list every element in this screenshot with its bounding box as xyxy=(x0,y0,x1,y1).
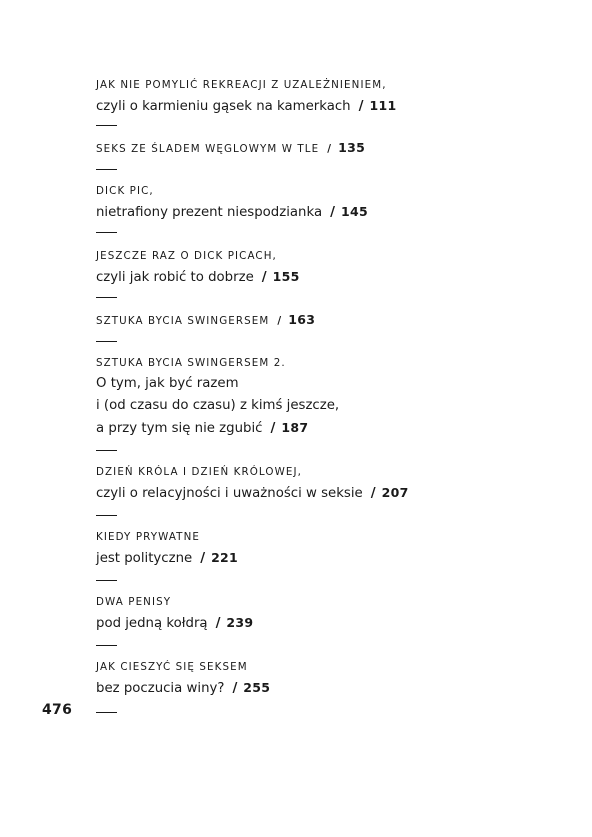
entry-subtitle-text: czyli o karmieniu gąsek na kamerkach xyxy=(96,99,351,114)
entry-subtitle xyxy=(96,482,566,505)
entry-heading xyxy=(96,462,566,482)
toc-entry[interactable] xyxy=(96,246,566,289)
entry-heading xyxy=(96,527,566,547)
entry-subtitle xyxy=(96,395,566,417)
toc-entry[interactable] xyxy=(96,592,566,635)
entry-subtitle xyxy=(96,417,566,440)
entry-subtitle-text: czyli jak robić to dobrze xyxy=(96,270,254,285)
page-number: 255 xyxy=(243,680,271,695)
entry-divider xyxy=(96,580,117,581)
page-number: 207 xyxy=(381,485,409,500)
entry-subtitle xyxy=(96,201,566,224)
entry-subtitle-text: a przy tym się nie zgubić xyxy=(96,421,263,436)
entry-divider xyxy=(96,712,117,713)
page-separator: / xyxy=(270,421,276,436)
entry-heading-text: SEKS ZE ŚLADEM WĘGLOWYM W TLE xyxy=(96,143,320,155)
page-number: 163 xyxy=(288,312,316,327)
entry-subtitle-text: czyli o relacyjności i uważności w seksie xyxy=(96,486,363,501)
toc-entry[interactable] xyxy=(96,181,566,224)
toc-entry[interactable] xyxy=(96,353,566,440)
toc-entry[interactable] xyxy=(96,527,566,570)
entry-heading xyxy=(96,657,566,677)
page-number: 239 xyxy=(226,615,254,630)
entry-heading-text: DZIEŃ KRÓLA I DZIEŃ KRÓLOWEJ, xyxy=(96,466,302,478)
toc-entry[interactable] xyxy=(96,310,566,331)
entry-subtitle-text: nietrafiony prezent niespodzianka xyxy=(96,205,323,220)
entry-heading-text: SZTUKA BYCIA SWINGERSEM 2. xyxy=(96,357,286,369)
page-separator: / xyxy=(370,486,376,501)
toc-entry[interactable] xyxy=(96,75,566,118)
entry-heading-text: JAK CIESZYĆ SIĘ SEKSEM xyxy=(96,661,248,673)
page-number: 111 xyxy=(369,98,397,113)
entry-divider xyxy=(96,341,117,342)
entry-heading xyxy=(96,138,566,159)
entry-subtitle xyxy=(96,677,566,700)
page-separator: / xyxy=(261,270,267,285)
entry-heading-text: DICK PIC, xyxy=(96,185,154,197)
entry-subtitle xyxy=(96,266,566,289)
entry-heading xyxy=(96,75,566,95)
entry-heading xyxy=(96,592,566,612)
entry-divider xyxy=(96,125,117,126)
entry-divider xyxy=(96,232,117,233)
entry-heading xyxy=(96,181,566,201)
entry-divider xyxy=(96,450,117,451)
entry-subtitle xyxy=(96,95,566,118)
entry-subtitle-text: O tym, jak być razem xyxy=(96,376,239,391)
entry-heading-text: SZTUKA BYCIA SWINGERSEM xyxy=(96,315,270,327)
page-number: 155 xyxy=(272,269,300,284)
entry-heading-text: JESZCZE RAZ O DICK PICACH, xyxy=(96,250,277,262)
entry-divider xyxy=(96,169,117,170)
entry-heading-text: DWA PENISY xyxy=(96,596,172,608)
page-separator: / xyxy=(215,616,221,631)
entry-divider xyxy=(96,297,117,298)
page-separator: / xyxy=(330,205,335,220)
entry-heading xyxy=(96,246,566,266)
entry-subtitle-text: bez poczucia winy? xyxy=(96,681,225,696)
toc-entry[interactable] xyxy=(96,138,566,159)
page-folio: 476 xyxy=(42,702,73,718)
page-separator: / xyxy=(232,681,238,696)
entry-subtitle xyxy=(96,547,566,570)
entry-heading-text: KIEDY PRYWATNE xyxy=(96,531,200,543)
toc-entry[interactable] xyxy=(96,462,566,505)
page-separator: / xyxy=(358,99,364,114)
entry-subtitle-text: jest polityczne xyxy=(96,551,193,566)
page-separator: / xyxy=(200,551,206,566)
entry-subtitle xyxy=(96,612,566,635)
entry-heading xyxy=(96,310,566,331)
entry-heading-text: JAK NIE POMYLIĆ REKREACJI Z UZALEŻNIENIEM, xyxy=(96,79,387,91)
entry-divider xyxy=(96,645,117,646)
page-number: 187 xyxy=(281,420,309,435)
entry-subtitle-text: i (od czasu do czasu) z kimś jeszcze, xyxy=(96,398,340,413)
page-number: 145 xyxy=(340,204,368,219)
page-separator: / xyxy=(277,315,283,327)
page-separator: / xyxy=(327,143,333,155)
entry-subtitle-text: pod jedną kołdrą xyxy=(96,616,208,631)
entry-divider xyxy=(96,515,117,516)
page-number: 135 xyxy=(338,140,366,155)
entry-heading xyxy=(96,353,566,373)
toc-entry[interactable] xyxy=(96,657,566,700)
entry-subtitle xyxy=(96,373,566,395)
page-number: 221 xyxy=(211,550,239,565)
